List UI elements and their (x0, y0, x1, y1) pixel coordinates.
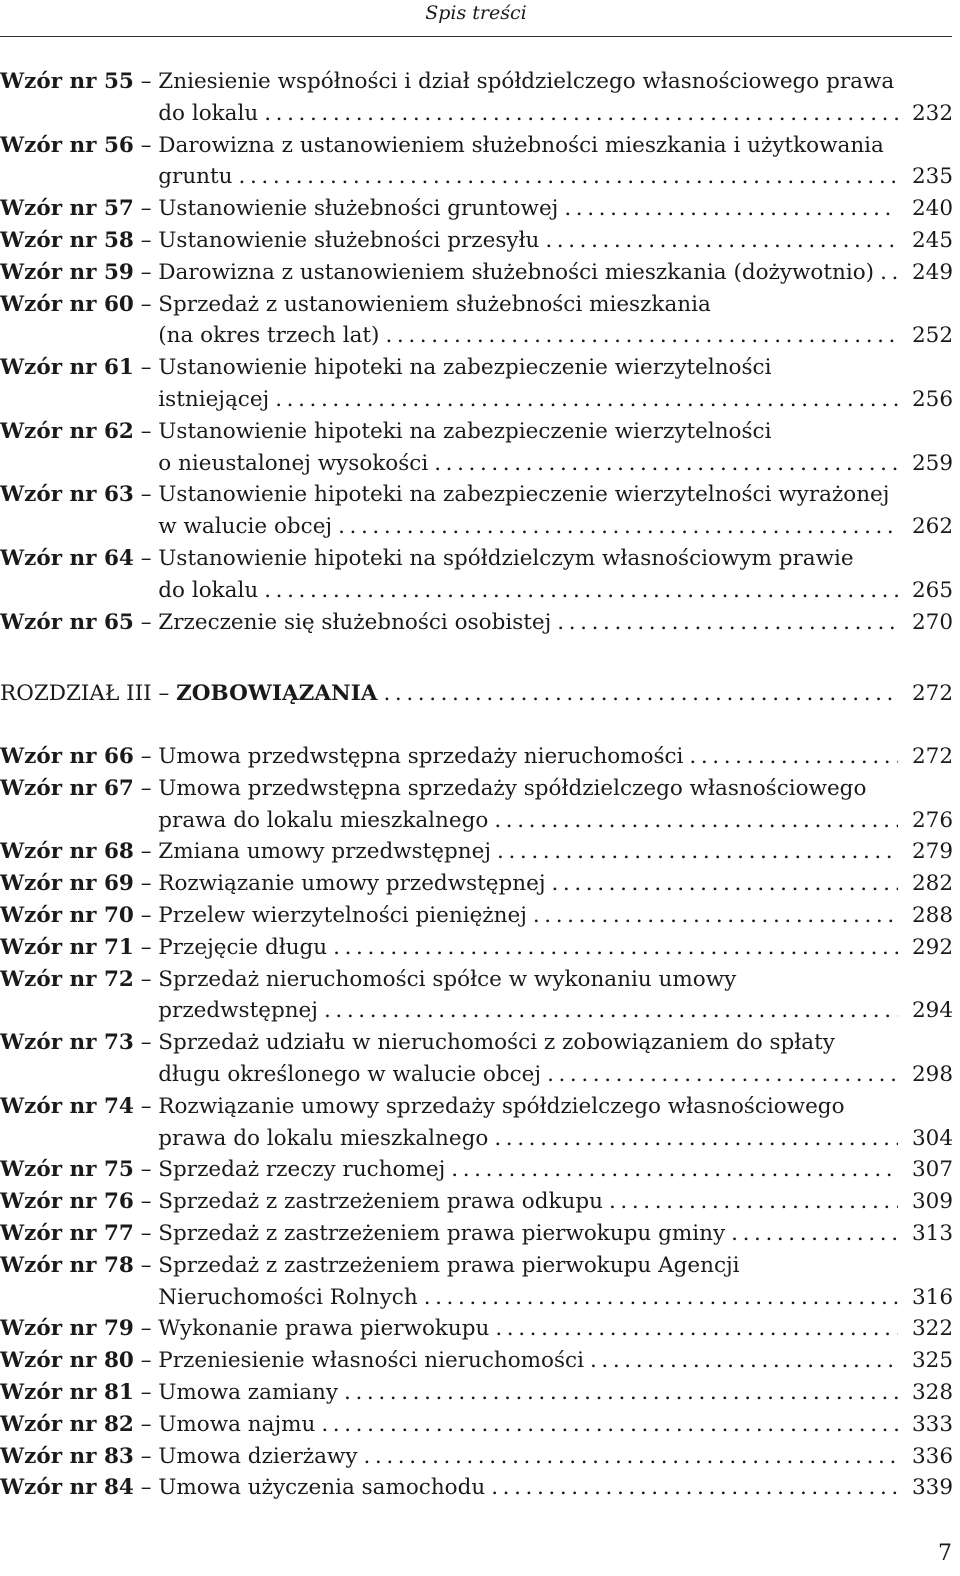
dot-leader (603, 1186, 898, 1218)
entry-label: Wzór nr 57 (0, 196, 134, 222)
entry-page-number: 304 (912, 1125, 954, 1151)
entry-page-number: 294 (912, 998, 954, 1024)
entry-dash: – (133, 1157, 159, 1183)
toc-entry[interactable] (0, 932, 952, 964)
toc-entry[interactable] (0, 773, 952, 837)
entry-title: Sprzedaż rzeczy ruchomej (158, 1157, 446, 1183)
entry-title-line: Umowa przedwstępna sprzedaży spółdzielczego własnościowego (158, 775, 867, 801)
toc-entry[interactable] (0, 352, 952, 416)
dot-leader (558, 193, 898, 225)
entry-title-line: Ustanowienie hipoteki na zabezpieczenie wierzytelności (158, 418, 772, 444)
entry-page-number: 292 (912, 934, 954, 960)
entry-page-number: 333 (912, 1411, 954, 1437)
entry-title: Umowa użyczenia samochodu (158, 1475, 486, 1501)
entry-dash: – (133, 69, 159, 94)
entry-page-number: 259 (912, 450, 954, 476)
entry-title: długu określonego w walucie obcej (158, 1061, 542, 1087)
toc-entry[interactable] (0, 1027, 952, 1091)
entry-page-number: 252 (912, 323, 954, 349)
dot-leader (489, 1313, 898, 1345)
dot-leader (491, 836, 898, 868)
entry-title: Przejęcie długu (158, 934, 328, 960)
dot-leader (428, 448, 898, 480)
dot-leader (332, 511, 898, 543)
entry-dash: – (133, 1475, 159, 1501)
entry-title-line: Sprzedaż nieruchomości spółce w wykonaniu umowy (158, 966, 737, 992)
entry-title-line: Ustanowienie hipoteki na zabezpieczenie wierzytelności wyrażonej (158, 482, 890, 508)
dot-leader (233, 161, 898, 193)
entry-dash: – (133, 609, 159, 635)
entry-dash: – (133, 744, 159, 769)
entry-page-number: 307 (912, 1157, 954, 1183)
toc-entry[interactable] (0, 1472, 952, 1504)
entry-label: Wzór nr 72 (0, 966, 134, 992)
entry-title-line: Zniesienie współności i dział spółdzielczego własnościowego prawa (158, 69, 895, 94)
entry-label: Wzór nr 66 (0, 744, 134, 769)
chapter-title: ZOBOWIĄZANIA (176, 681, 378, 706)
entry-page-number: 288 (912, 902, 954, 928)
entry-label: Wzór nr 62 (0, 418, 134, 444)
entry-label: Wzór nr 65 (0, 609, 134, 635)
entry-dash: – (133, 355, 159, 381)
entry-title: Zrzeczenie się służebności osobistej (158, 609, 552, 635)
entry-page-number: 279 (912, 839, 954, 865)
entry-page-number: 336 (912, 1443, 954, 1469)
dot-leader (269, 384, 898, 416)
entry-title: do lokalu (158, 577, 259, 603)
entry-label: Wzór nr 60 (0, 291, 134, 317)
dot-leader (377, 678, 898, 710)
dot-leader (315, 1409, 898, 1441)
entry-title-line: Ustanowienie hipoteki na zabezpieczenie wierzytelności (158, 355, 772, 381)
entry-label: Wzór nr 58 (0, 227, 134, 253)
entry-page-number: 298 (912, 1061, 954, 1087)
entry-dash: – (133, 259, 159, 285)
entry-title: Darowizna z ustanowieniem służebności mieszkania (dożywotnio) (158, 259, 875, 285)
entry-title: Przelew wierzytelności pieniężnej (158, 902, 527, 928)
entry-dash: – (133, 1189, 159, 1215)
entry-dash: – (133, 1411, 159, 1437)
entry-label: Wzór nr 82 (0, 1411, 134, 1437)
toc-entry[interactable] (0, 1186, 952, 1218)
entry-label: Wzór nr 76 (0, 1189, 134, 1215)
toc-entry[interactable] (0, 1345, 952, 1377)
toc-entry[interactable] (0, 1250, 952, 1314)
entry-label: Wzór nr 69 (0, 871, 134, 897)
entry-title: Przeniesienie własności nieruchomości (158, 1348, 584, 1374)
entry-label: Wzór nr 56 (0, 132, 134, 158)
toc-entry[interactable] (0, 900, 952, 932)
toc-entry[interactable] (0, 1441, 952, 1473)
toc-entry[interactable] (0, 479, 952, 543)
entry-title: Nieruchomości Rolnych (158, 1284, 418, 1310)
entry-page-number: 322 (912, 1316, 954, 1342)
dot-leader (338, 1377, 898, 1409)
toc-entry[interactable] (0, 741, 952, 773)
entry-title: (na okres trzech lat) (158, 323, 380, 349)
entry-title: Wykonanie prawa pierwokupu (158, 1316, 490, 1342)
toc-entry[interactable] (0, 964, 952, 1028)
dot-leader (584, 1345, 898, 1377)
entry-title: do lokalu (158, 100, 259, 126)
entry-dash: – (133, 1316, 159, 1342)
entry-dash: – (133, 291, 159, 317)
entry-title: Rozwiązanie umowy przedwstępnej (158, 871, 546, 897)
entry-title: prawa do lokalu mieszkalnego (158, 807, 489, 833)
chapter-prefix: ROZDZIAŁ III – (0, 681, 170, 706)
entry-title: Zmiana umowy przedwstępnej (158, 839, 492, 865)
entry-page-number: 270 (912, 609, 954, 635)
dot-leader (527, 900, 898, 932)
dot-leader (485, 1472, 898, 1504)
entry-dash: – (133, 1030, 159, 1056)
toc-entry[interactable] (0, 1154, 952, 1186)
entry-label: Wzór nr 80 (0, 1348, 134, 1374)
chapter-page: 272 (912, 681, 954, 706)
entry-label: Wzór nr 61 (0, 355, 134, 381)
entry-dash: – (133, 482, 159, 508)
entry-title: Sprzedaż z zastrzeżeniem prawa pierwokupu gminy (158, 1220, 726, 1246)
dot-leader (357, 1441, 898, 1473)
entry-page-number: 232 (912, 100, 954, 126)
entry-dash: – (133, 1443, 159, 1469)
entry-page-number: 235 (912, 164, 954, 190)
entry-page-number: 240 (912, 196, 954, 222)
dot-leader (445, 1154, 898, 1186)
dot-leader (683, 741, 898, 773)
entry-dash: – (133, 196, 159, 222)
entry-label: Wzór nr 77 (0, 1220, 134, 1246)
entry-page-number: 245 (912, 227, 954, 253)
entry-dash: – (133, 132, 159, 158)
toc-entry[interactable] (0, 193, 952, 225)
entry-title: przedwstępnej (158, 998, 318, 1024)
entry-page-number: 276 (912, 807, 954, 833)
entry-label: Wzór nr 70 (0, 902, 134, 928)
toc-entry[interactable] (0, 607, 952, 639)
entry-title-line: Sprzedaż z ustanowieniem służebności mieszkania (158, 291, 711, 317)
dot-leader (418, 1282, 898, 1314)
entry-label: Wzór nr 64 (0, 545, 134, 571)
entry-label: Wzór nr 74 (0, 1093, 134, 1119)
entry-label: Wzór nr 71 (0, 934, 134, 960)
toc-entry[interactable] (0, 1377, 952, 1409)
toc-entry[interactable] (0, 1409, 952, 1441)
entry-page-number: 309 (912, 1189, 954, 1215)
entry-page-number: 265 (912, 577, 954, 603)
entry-dash: – (133, 1348, 159, 1374)
entry-title-line: Sprzedaż udziału w nieruchomości z zobowiązaniem do spłaty (158, 1030, 835, 1056)
entry-page-number: 339 (912, 1475, 954, 1501)
entry-title: prawa do lokalu mieszkalnego (158, 1125, 489, 1151)
entry-label: Wzór nr 81 (0, 1379, 134, 1405)
entry-label: Wzór nr 63 (0, 482, 134, 508)
entry-title-line: Rozwiązanie umowy sprzedaży spółdzielczego własnościowego (158, 1093, 845, 1119)
dot-leader (488, 1123, 898, 1155)
entry-title: Sprzedaż z zastrzeżeniem prawa odkupu (158, 1189, 603, 1215)
entry-page-number: 249 (912, 259, 954, 285)
entry-page-number: 313 (912, 1220, 954, 1246)
toc-entry[interactable] (0, 543, 952, 607)
entry-label: Wzór nr 84 (0, 1475, 134, 1501)
entry-dash: – (133, 1252, 159, 1278)
entry-title-line: Darowizna z ustanowieniem służebności mieszkania i użytkowania (158, 132, 884, 158)
entry-dash: – (133, 1220, 159, 1246)
entry-title: Ustanowienie służebności gruntowej (158, 196, 559, 222)
toc-entry[interactable] (0, 836, 952, 868)
entry-dash: – (133, 902, 159, 928)
entry-dash: – (133, 227, 159, 253)
entry-dash: – (133, 1093, 159, 1119)
entry-title: Umowa przedwstępna sprzedaży nieruchomości (158, 744, 684, 769)
entry-title: gruntu (158, 164, 233, 190)
toc-entry[interactable] (0, 66, 952, 130)
dot-leader (258, 575, 898, 607)
dot-leader (725, 1218, 898, 1250)
toc-chapter-entry[interactable] (0, 678, 952, 710)
entry-dash: – (133, 839, 159, 865)
entry-title: Umowa dzierżawy (158, 1443, 358, 1469)
entry-page-number: 282 (912, 871, 954, 897)
dot-leader (258, 98, 898, 130)
dot-leader (551, 607, 898, 639)
entry-title: Ustanowienie służebności przesyłu (158, 227, 540, 253)
entry-title: w walucie obcej (158, 514, 333, 540)
dot-leader (874, 257, 898, 289)
entry-dash: – (133, 775, 159, 801)
toc-entry[interactable] (0, 416, 952, 480)
running-head: Spis treści (0, 0, 952, 37)
dot-leader (327, 932, 898, 964)
entry-title: istniejącej (158, 386, 270, 412)
dot-leader (488, 805, 898, 837)
entry-title-line: Sprzedaż z zastrzeżeniem prawa pierwokupu Agencji (158, 1252, 740, 1278)
dot-leader (546, 868, 899, 900)
entry-dash: – (133, 418, 159, 444)
entry-dash: – (133, 545, 159, 571)
toc-entry[interactable] (0, 289, 952, 353)
toc-entry[interactable] (0, 1313, 952, 1345)
toc-entry[interactable] (0, 257, 952, 289)
dot-leader (318, 995, 898, 1027)
toc-section-forms-55-65 (0, 66, 952, 638)
entry-page-number: 256 (912, 386, 954, 412)
entry-label: Wzór nr 73 (0, 1030, 134, 1056)
entry-label: Wzór nr 68 (0, 839, 134, 865)
entry-title: Umowa najmu (158, 1411, 316, 1437)
entry-title: o nieustalonej wysokości (158, 450, 429, 476)
page-number: 7 (938, 1541, 952, 1566)
dot-leader (541, 1059, 898, 1091)
entry-label: Wzór nr 83 (0, 1443, 134, 1469)
entry-dash: – (133, 934, 159, 960)
toc-entry[interactable] (0, 225, 952, 257)
entry-label: Wzór nr 78 (0, 1252, 134, 1278)
entry-label: Wzór nr 55 (0, 69, 134, 94)
entry-page-number: 325 (912, 1348, 954, 1374)
entry-page-number: 272 (912, 744, 954, 769)
entry-title-line: Ustanowienie hipoteki na spółdzielczym własnościowym prawie (158, 545, 854, 571)
toc-entry[interactable] (0, 1218, 952, 1250)
entry-page-number: 316 (912, 1284, 954, 1310)
entry-label: Wzór nr 75 (0, 1157, 134, 1183)
dot-leader (379, 320, 898, 352)
entry-dash: – (133, 966, 159, 992)
entry-label: Wzór nr 67 (0, 775, 134, 801)
entry-dash: – (133, 1379, 159, 1405)
entry-label: Wzór nr 79 (0, 1316, 134, 1342)
toc-entry[interactable] (0, 868, 952, 900)
entry-title: Umowa zamiany (158, 1379, 339, 1405)
dot-leader (539, 225, 898, 257)
entry-page-number: 328 (912, 1379, 954, 1405)
entry-dash: – (133, 871, 159, 897)
toc-section-forms-66-84 (0, 741, 952, 1504)
entry-page-number: 262 (912, 514, 954, 540)
toc-entry[interactable] (0, 130, 952, 194)
entry-label: Wzór nr 59 (0, 259, 134, 285)
toc-entry[interactable] (0, 1091, 952, 1155)
